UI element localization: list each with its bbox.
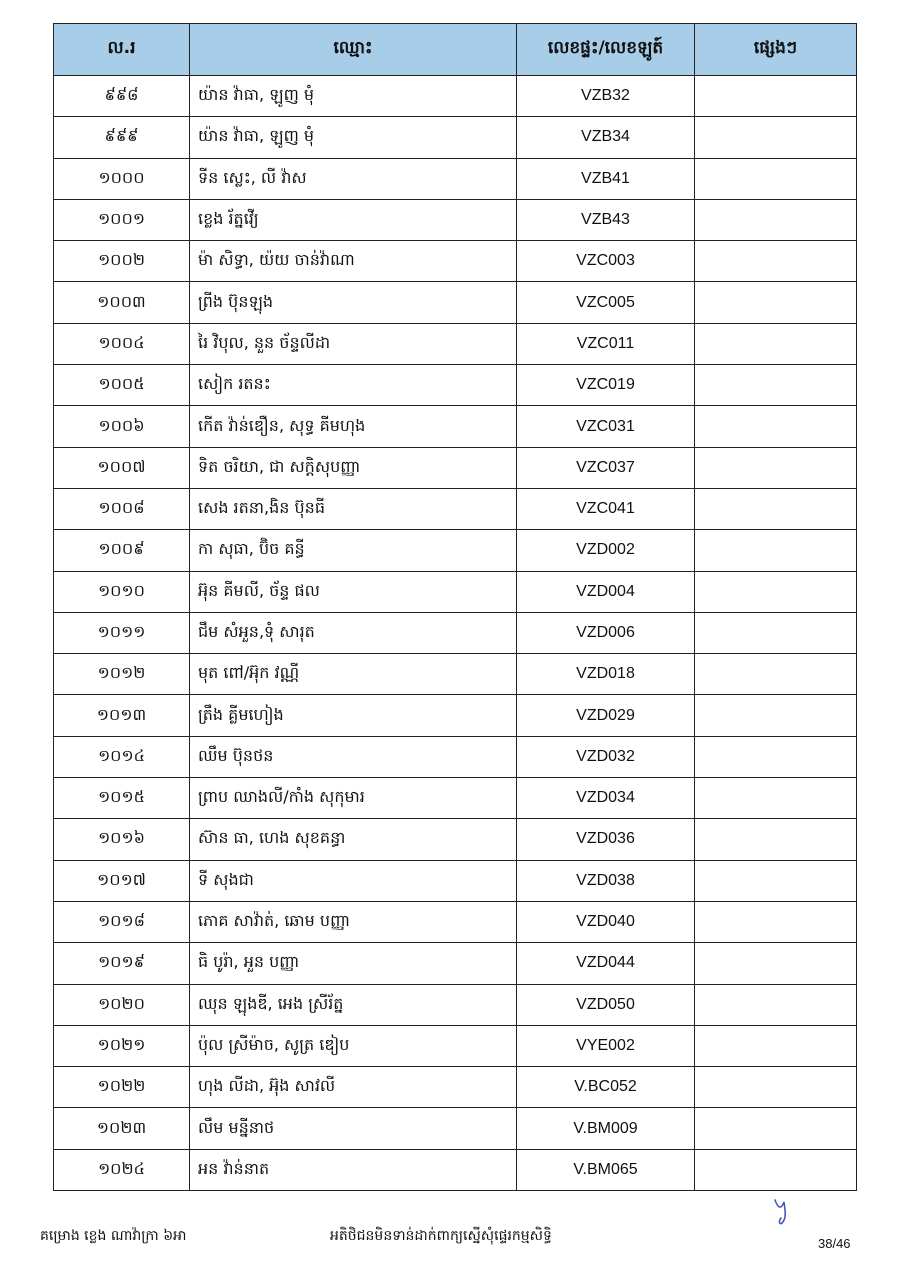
- row-number: ១០០៩: [54, 530, 190, 571]
- row-other: [695, 571, 857, 612]
- row-house-lot: VZB32: [517, 76, 695, 117]
- table-row: [54, 530, 857, 571]
- table-row: [54, 488, 857, 529]
- table-row: [54, 117, 857, 158]
- row-number: ១០១៦: [54, 819, 190, 860]
- header-house-lot: លេខផ្ទះ/លេខឡូត៍: [517, 24, 695, 76]
- row-house-lot: VZD040: [517, 901, 695, 942]
- row-number: ១០២៤: [54, 1149, 190, 1190]
- row-number: ១០២៣: [54, 1108, 190, 1149]
- row-name: ត្រឹង គ្លីមហៀង: [190, 695, 517, 736]
- row-number: ៩៩៩: [54, 117, 190, 158]
- row-number: ១០១០: [54, 571, 190, 612]
- table-row: [54, 571, 857, 612]
- row-other: [695, 323, 857, 364]
- row-name: អ៊ុន គីមលី, ច័ន្ទ ផល: [190, 571, 517, 612]
- table-row: [54, 695, 857, 736]
- row-number: ១០០៣: [54, 282, 190, 323]
- table-row: [54, 778, 857, 819]
- row-other: [695, 199, 857, 240]
- row-other: [695, 778, 857, 819]
- row-name: កើត វ៉ាន់ឌឿន, សុទ្ធ គីមហុង: [190, 406, 517, 447]
- row-number: ១០១២: [54, 654, 190, 695]
- table-row: [54, 199, 857, 240]
- row-house-lot: VYE002: [517, 1025, 695, 1066]
- row-number: ១០០៤: [54, 323, 190, 364]
- row-house-lot: VZD044: [517, 943, 695, 984]
- row-house-lot: VZD004: [517, 571, 695, 612]
- table-row: [54, 1108, 857, 1149]
- owners-table: [53, 23, 857, 1191]
- row-house-lot: VZC005: [517, 282, 695, 323]
- table-row: [54, 984, 857, 1025]
- row-name: ជឹម សំអួន,ទុំ សារុត: [190, 612, 517, 653]
- row-house-lot: VZD032: [517, 736, 695, 777]
- table-row: [54, 158, 857, 199]
- row-house-lot: VZB43: [517, 199, 695, 240]
- row-name: កា សុធា, ប៊ិច គន្ធី: [190, 530, 517, 571]
- row-other: [695, 117, 857, 158]
- footer-title: អតិថិជនមិនទាន់ដាក់ពាក្យស្នើសុំផ្ទេរកម្មសិទ្ធិ: [330, 1228, 552, 1244]
- row-other: [695, 1108, 857, 1149]
- row-number: ១០០៧: [54, 447, 190, 488]
- row-other: [695, 241, 857, 282]
- row-number: ៩៩៨: [54, 76, 190, 117]
- row-name: យ៉ាន វ៉ាធា, ឡូញ មុំ: [190, 76, 517, 117]
- table-row: [54, 1067, 857, 1108]
- row-name: មុត ពៅ/អ៊ុក វណ្ណី: [190, 654, 517, 695]
- table-row: [54, 943, 857, 984]
- row-number: ១០០៨: [54, 488, 190, 529]
- table-row: [54, 612, 857, 653]
- row-house-lot: VZD002: [517, 530, 695, 571]
- row-name: ម៉ា សិទ្ធា, យ៉យ ចាន់វ៉ាណា: [190, 241, 517, 282]
- row-name: សៀក រតនះ: [190, 365, 517, 406]
- table-row: [54, 736, 857, 777]
- row-name: ព្រាប ឈាងលី/កាំង សុកុមារ: [190, 778, 517, 819]
- row-number: ១០១៤: [54, 736, 190, 777]
- row-name: ទិត ចរិយា, ជា សក្តិសុបញ្ញា: [190, 447, 517, 488]
- row-name: ហុង លីដា, អ៊ុង សាវលី: [190, 1067, 517, 1108]
- row-number: ១០១៧: [54, 860, 190, 901]
- row-house-lot: VZC031: [517, 406, 695, 447]
- header-number: ល.រ: [54, 24, 190, 76]
- row-name: យ៉ាន វ៉ាធា, ឡូញ មុំ: [190, 117, 517, 158]
- footer-project: គម្រោង ខ្លេង ណាវ៉ាក្រា ៦អា: [40, 1228, 187, 1244]
- table-row: [54, 406, 857, 447]
- row-house-lot: VZC011: [517, 323, 695, 364]
- row-house-lot: VZD038: [517, 860, 695, 901]
- row-other: [695, 158, 857, 199]
- row-other: [695, 654, 857, 695]
- handwritten-initial-mark: [772, 1196, 794, 1226]
- row-number: ១០១១: [54, 612, 190, 653]
- row-house-lot: VZD006: [517, 612, 695, 653]
- row-other: [695, 943, 857, 984]
- table-row: [54, 282, 857, 323]
- row-other: [695, 695, 857, 736]
- table-row: [54, 365, 857, 406]
- row-house-lot: V.BM065: [517, 1149, 695, 1190]
- header-name: ឈ្មោះ: [190, 24, 517, 76]
- row-house-lot: VZD050: [517, 984, 695, 1025]
- table-row: [54, 901, 857, 942]
- row-name: សេង រតនា,ងិន ប៊ុនធី: [190, 488, 517, 529]
- row-number: ១០០៥: [54, 365, 190, 406]
- row-other: [695, 1149, 857, 1190]
- row-house-lot: VZB41: [517, 158, 695, 199]
- table-row: [54, 241, 857, 282]
- row-name: ទី សុងជា: [190, 860, 517, 901]
- row-number: ១០២១: [54, 1025, 190, 1066]
- row-name: ឈុន ឡុងឌី, អេង ស្រីរ័ត្ន: [190, 984, 517, 1025]
- row-house-lot: VZB34: [517, 117, 695, 158]
- row-name: ខ្លេង រ័ត្នវើ្យ: [190, 199, 517, 240]
- row-number: ១០០១: [54, 199, 190, 240]
- header-other: ផ្សេងៗ: [695, 24, 857, 76]
- row-other: [695, 1025, 857, 1066]
- table-row: [54, 447, 857, 488]
- row-name: ប៉ុល ស្រីម៉ាច, សូត្រ ឌៀប: [190, 1025, 517, 1066]
- row-other: [695, 365, 857, 406]
- table-row: [54, 76, 857, 117]
- row-house-lot: VZD036: [517, 819, 695, 860]
- row-other: [695, 984, 857, 1025]
- row-house-lot: VZC041: [517, 488, 695, 529]
- row-other: [695, 282, 857, 323]
- row-number: ១០២០: [54, 984, 190, 1025]
- row-other: [695, 76, 857, 117]
- row-number: ១០១៨: [54, 901, 190, 942]
- page-number: 38/46: [818, 1236, 851, 1251]
- row-other: [695, 736, 857, 777]
- row-number: ១០០៦: [54, 406, 190, 447]
- table-row: [54, 1025, 857, 1066]
- row-house-lot: VZD018: [517, 654, 695, 695]
- row-house-lot: VZD029: [517, 695, 695, 736]
- row-house-lot: V.BC052: [517, 1067, 695, 1108]
- table-row: [54, 819, 857, 860]
- table-row: [54, 323, 857, 364]
- row-number: ១០១៣: [54, 695, 190, 736]
- row-house-lot: VZD034: [517, 778, 695, 819]
- table-row: [54, 860, 857, 901]
- row-name: ធិ បូរ៉ា, អួន បញ្ញា: [190, 943, 517, 984]
- row-house-lot: VZC003: [517, 241, 695, 282]
- row-number: ១០១៩: [54, 943, 190, 984]
- row-other: [695, 447, 857, 488]
- row-other: [695, 901, 857, 942]
- row-name: រៃ វិបុល, នួន ច័ន្ទលីដា: [190, 323, 517, 364]
- row-name: ស៊ាន ធា, ហេង សុខគន្ធា: [190, 819, 517, 860]
- row-other: [695, 819, 857, 860]
- row-number: ១០២២: [54, 1067, 190, 1108]
- row-name: អន វ៉ាន់នាត: [190, 1149, 517, 1190]
- row-name: លឹម មន្នីនាថ: [190, 1108, 517, 1149]
- row-other: [695, 488, 857, 529]
- row-name: ឈឹម ប៊ុនថន: [190, 736, 517, 777]
- row-house-lot: V.BM009: [517, 1108, 695, 1149]
- row-number: ១០០០: [54, 158, 190, 199]
- row-other: [695, 1067, 857, 1108]
- row-other: [695, 612, 857, 653]
- table-header-row: [54, 24, 857, 76]
- row-name: ភោគ សាវ៉ាត់, ឆោម បញ្ញា: [190, 901, 517, 942]
- row-house-lot: VZC019: [517, 365, 695, 406]
- row-number: ១០១៥: [54, 778, 190, 819]
- row-other: [695, 860, 857, 901]
- row-name: ទីន ស្លេះ, លី វ៉ាស: [190, 158, 517, 199]
- row-number: ១០០២: [54, 241, 190, 282]
- row-house-lot: VZC037: [517, 447, 695, 488]
- row-other: [695, 530, 857, 571]
- table-row: [54, 1149, 857, 1190]
- table-row: [54, 654, 857, 695]
- row-name: ព្រីង ប៊ុនឡុង: [190, 282, 517, 323]
- row-other: [695, 406, 857, 447]
